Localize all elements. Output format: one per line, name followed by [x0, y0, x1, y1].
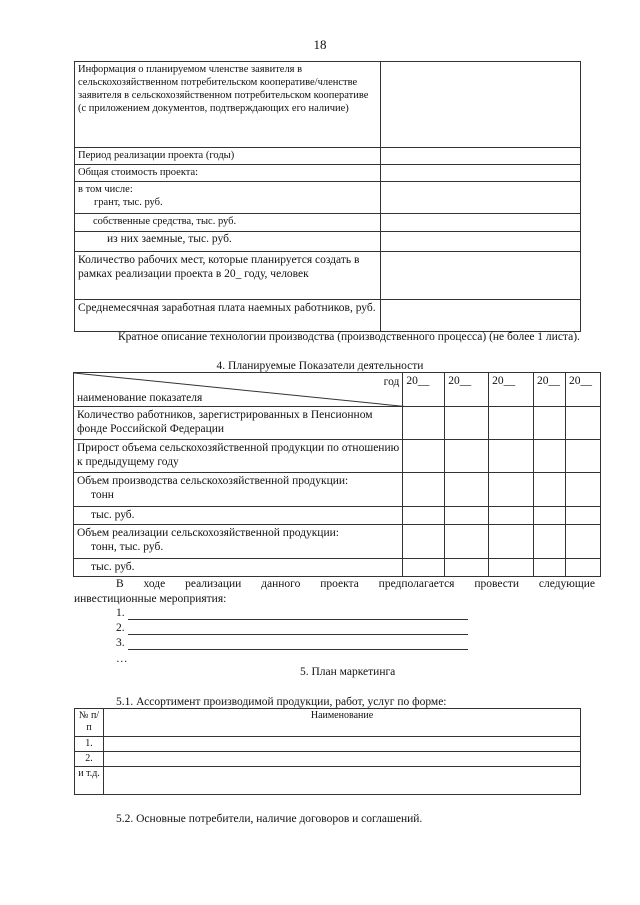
table-row [75, 252, 581, 300]
cell[interactable] [445, 440, 489, 473]
cell[interactable] [534, 525, 566, 559]
cell[interactable] [403, 440, 445, 473]
row-number: 2. [75, 752, 104, 767]
row-number: 1. [75, 737, 104, 752]
salary-value[interactable] [381, 300, 581, 332]
cell[interactable] [445, 407, 489, 440]
table-row [74, 525, 601, 559]
investment-line-1[interactable] [128, 619, 468, 620]
indicator-name-header: наименование показателя [77, 392, 203, 404]
employees-label: Количество работников, зарегистрированных в Пенсионном фонде Российской Федерации [74, 407, 403, 440]
table-row [75, 165, 581, 182]
own-funds-value[interactable] [381, 214, 581, 232]
cell[interactable] [566, 407, 601, 440]
cell[interactable] [566, 559, 601, 577]
cell[interactable] [534, 559, 566, 577]
diagonal-header-cell [74, 373, 403, 407]
cell[interactable] [445, 525, 489, 559]
table-row [74, 473, 601, 507]
assortment-table [74, 708, 581, 795]
cell[interactable] [489, 559, 534, 577]
section5-title: 5. План маркетинга [300, 666, 396, 678]
investment-item-1: 1. [116, 607, 125, 619]
section5-2-text: 5.2. Основные потребители, наличие договоров и соглашений. [116, 813, 423, 825]
sales-title: Объем реализации сельскохозяйственной продукции: [77, 527, 339, 539]
sales-rub-label: тыс. руб. [74, 559, 403, 577]
borrowed-value[interactable] [381, 232, 581, 252]
table-row [75, 62, 581, 148]
number-header: № п/п [75, 709, 104, 737]
table-row [75, 737, 581, 752]
cell[interactable] [489, 440, 534, 473]
production-unit: тонн [91, 489, 114, 501]
membership-label: Информация о планируемом членстве заявителя в сельскохозяйственном потребительском кооперативе/членстве заявителя в сельскохозяйственном потребительском кооперативе (с приложением документов, подтверждающих его наличие) [75, 62, 381, 148]
cell[interactable] [489, 525, 534, 559]
table-row [75, 767, 581, 795]
period-value[interactable] [381, 148, 581, 165]
tech-description-text: Кратное описание технологии производства (производственного процесса) (не более 1 листа). [118, 331, 580, 343]
cell[interactable] [534, 473, 566, 507]
sales-unit: тонн, тыс. руб. [91, 541, 164, 553]
indicators-table [73, 372, 601, 577]
grant-value[interactable] [381, 182, 581, 214]
membership-value[interactable] [381, 62, 581, 148]
grant-sub-label: грант, тыс. руб. [94, 197, 163, 208]
cell[interactable] [445, 559, 489, 577]
investment-ellipsis: … [116, 653, 128, 665]
row-name[interactable] [104, 737, 581, 752]
row-name[interactable] [104, 767, 581, 795]
year-header: год [383, 376, 400, 388]
period-label: Период реализации проекта (годы) [75, 148, 381, 165]
cell[interactable] [403, 473, 445, 507]
table-row [75, 148, 581, 165]
cell[interactable] [445, 507, 489, 525]
year-col-5[interactable]: 20__ [566, 373, 601, 407]
table-row [75, 182, 581, 214]
cell[interactable] [403, 559, 445, 577]
name-header: Наименование [104, 709, 581, 737]
cell[interactable] [403, 507, 445, 525]
including-label: в том числе: [78, 184, 133, 195]
total-cost-label: Общая стоимость проекта: [75, 165, 381, 182]
section4-title: 4. Планируемые Показатели деятельности [216, 360, 424, 372]
table-row [75, 300, 581, 332]
cell[interactable] [489, 473, 534, 507]
own-funds-label: собственные средства, тыс. руб. [75, 214, 381, 232]
cell[interactable] [534, 507, 566, 525]
investment-text-2: инвестиционные мероприятия: [74, 593, 227, 605]
sales-label [74, 525, 403, 559]
cell[interactable] [403, 525, 445, 559]
table-row [75, 752, 581, 767]
grant-label [75, 182, 381, 214]
table-row [74, 407, 601, 440]
production-rub-label: тыс. руб. [74, 507, 403, 525]
cell[interactable] [566, 525, 601, 559]
investment-item-3: 3. [116, 637, 125, 649]
cell[interactable] [445, 473, 489, 507]
production-title: Объем производства сельскохозяйственной продукции: [77, 475, 349, 487]
investment-item-2: 2. [116, 622, 125, 634]
table-header-row [74, 373, 601, 407]
project-info-table [74, 61, 581, 332]
table-row [75, 232, 581, 252]
row-number: и т.д. [75, 767, 104, 795]
cell[interactable] [489, 507, 534, 525]
page-number: 18 [313, 37, 327, 52]
cell[interactable] [566, 473, 601, 507]
row-name[interactable] [104, 752, 581, 767]
year-col-3[interactable]: 20__ [489, 373, 534, 407]
cell[interactable] [534, 407, 566, 440]
jobs-value[interactable] [381, 252, 581, 300]
table-header-row [75, 709, 581, 737]
investment-text: В ходе реализации данного проекта предполагается провести следующие [116, 578, 595, 590]
cell[interactable] [566, 440, 601, 473]
year-col-1[interactable]: 20__ [403, 373, 445, 407]
tech-description [74, 330, 601, 344]
section5-1-text: 5.1. Ассортимент производимой продукции, работ, услуг по форме: [116, 696, 447, 708]
cell[interactable] [403, 407, 445, 440]
table-row [74, 440, 601, 473]
table-row [75, 214, 581, 232]
table-row [74, 507, 601, 525]
year-col-4[interactable]: 20__ [534, 373, 566, 407]
cell[interactable] [534, 440, 566, 473]
growth-label: Прирост объема сельскохозяйственной продукции по отношению к предыдущему году [74, 440, 403, 473]
total-cost-value[interactable] [381, 165, 581, 182]
investment-line-2[interactable] [128, 634, 468, 635]
investment-line-3[interactable] [128, 649, 468, 650]
salary-label: Среднемесячная заработная плата наемных работников, руб. [75, 300, 381, 332]
jobs-label: Количество рабочих мест, которые планируется создать в рамках реализации проекта в 20_ году, человек [75, 252, 381, 300]
borrowed-label: из них заемные, тыс. руб. [75, 232, 381, 252]
production-label [74, 473, 403, 507]
table-row [74, 559, 601, 577]
year-col-2[interactable]: 20__ [445, 373, 489, 407]
cell[interactable] [489, 407, 534, 440]
cell[interactable] [566, 507, 601, 525]
